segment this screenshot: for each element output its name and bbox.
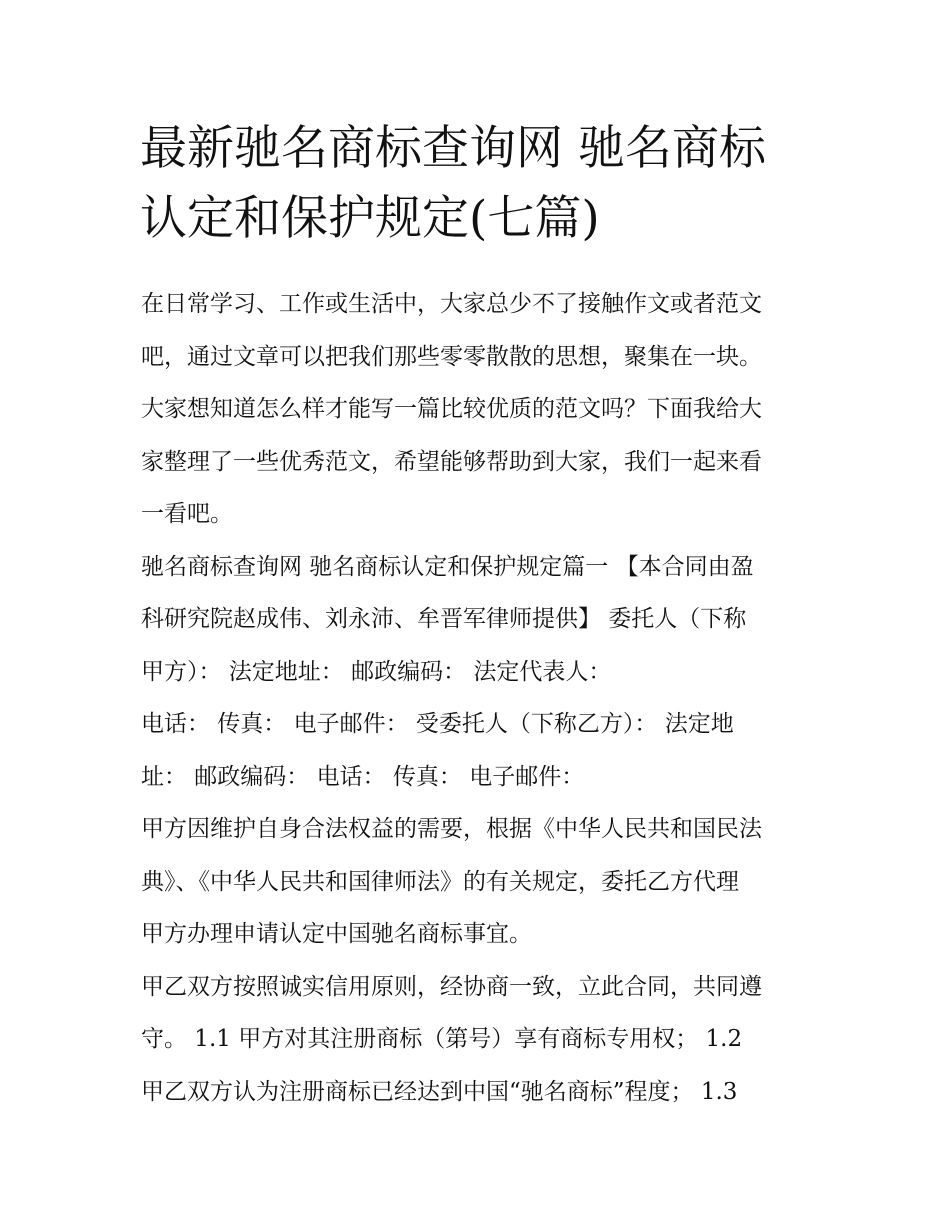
contract-header-paragraph bbox=[141, 541, 821, 699]
text-line: 吧，通过文章可以把我们那些零零散散的思想，聚集在一块。 bbox=[141, 343, 762, 370]
text-line: 甲方因维护自身合法权益的需要，根据《中华人民共和国民法 bbox=[141, 816, 762, 842]
contact-paragraph bbox=[141, 698, 821, 803]
text-line: 大家想知道怎么样才能写一篇比较优质的范文吗？下面我给大 bbox=[141, 396, 762, 422]
text-line: 家整理了一些优秀范文，希望能够帮助到大家，我们一起来看 bbox=[141, 448, 762, 475]
text-line: 守。 1.1 甲方对其注册商标（第号）享有商标专用权； 1.2 bbox=[141, 1026, 743, 1052]
text-line: 驰名商标查询网 驰名商标认定和保护规定篇一 【本合同由盈 bbox=[141, 553, 754, 580]
document-title bbox=[140, 114, 820, 254]
document-body bbox=[141, 278, 821, 1118]
text-line: 一看吧。 bbox=[141, 501, 233, 527]
title-line: 认定和保护规定(七篇) bbox=[140, 191, 600, 246]
text-line: 科研究院赵成伟、刘永沛、牟晋军律师提供】 委托人（下称 bbox=[141, 606, 747, 632]
text-line: 典》、《中华人民共和国律师法》的有关规定，委托乙方代理 bbox=[141, 868, 739, 895]
text-line: 址： 邮政编码： 电话： 传真： 电子邮件： bbox=[141, 763, 585, 790]
text-line: 甲乙双方按照诚实信用原则，经协商一致，立此合同，共同遵 bbox=[141, 973, 762, 1000]
text-line: 甲方办理申请认定中国驰名商标事宜。 bbox=[141, 921, 532, 947]
agreement-paragraph bbox=[141, 961, 821, 1066]
intro-paragraph bbox=[141, 278, 821, 541]
text-line: 甲乙双方认为注册商标已经达到中国“驰名商标”程度； 1.3 bbox=[141, 1078, 738, 1105]
text-line: 在日常学习、工作或生活中，大家总少不了接触作文或者范文 bbox=[141, 291, 762, 317]
text-line: 电话： 传真： 电子邮件： 受委托人（下称乙方）： 法定地 bbox=[141, 711, 734, 737]
text-line: 甲方）： 法定地址： 邮政编码： 法定代表人： bbox=[141, 658, 612, 685]
title-line: 最新驰名商标查询网 驰名商标 bbox=[140, 121, 766, 176]
purpose-paragraph bbox=[141, 803, 821, 961]
clause-paragraph bbox=[141, 1066, 821, 1119]
